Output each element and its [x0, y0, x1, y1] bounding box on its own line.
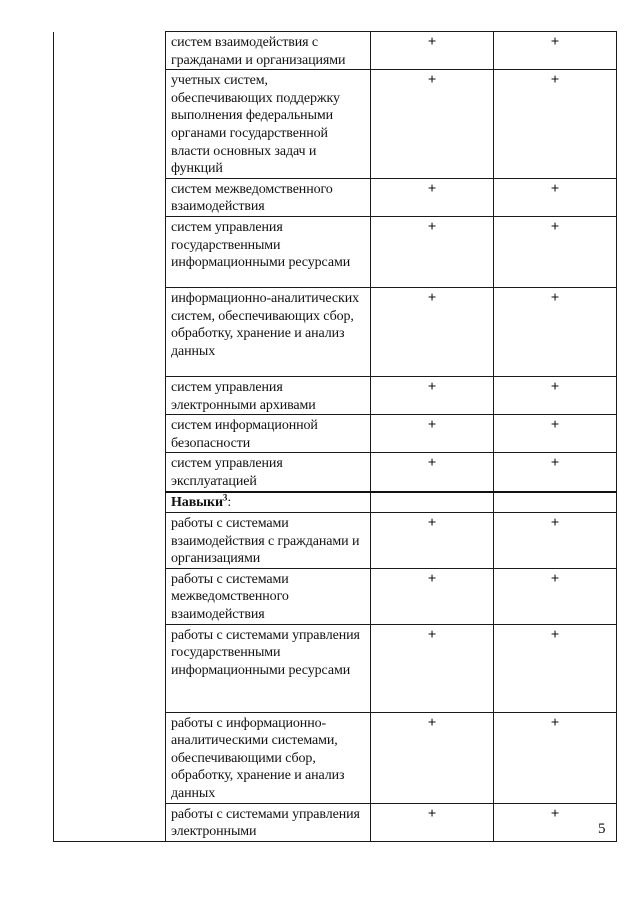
row-description: систем информационной безопасности: [166, 415, 371, 453]
plus-mark: +: [494, 568, 617, 624]
plus-mark: +: [371, 178, 494, 216]
plus-mark: +: [494, 287, 617, 376]
plus-mark: +: [371, 624, 494, 712]
plus-mark: +: [494, 712, 617, 803]
row-description: работы с системами управления электронными: [166, 803, 371, 841]
plus-mark: +: [494, 216, 617, 287]
plus-mark: +: [371, 216, 494, 287]
row-description: систем взаимодействия с гражданами и организациями: [166, 32, 371, 70]
row-description: работы с системами межведомственного взаимодействия: [166, 568, 371, 624]
row-description: систем управления эксплуатацией: [166, 453, 371, 492]
requirements-table: [53, 31, 617, 842]
plus-mark: +: [494, 803, 617, 841]
row-description: систем управления электронными архивами: [166, 376, 371, 414]
plus-mark: +: [494, 624, 617, 712]
plus-mark: +: [371, 415, 494, 453]
plus-mark: +: [494, 453, 617, 492]
row-description: учетных систем, обеспечивающих поддержку выполнения федеральными органами государственной власти основных задач и функций: [166, 70, 371, 179]
plus-mark: +: [371, 32, 494, 70]
plus-mark: +: [371, 287, 494, 376]
plus-mark: +: [494, 70, 617, 179]
section-title: [171, 491, 228, 510]
row-description: информационно-аналитических систем, обеспечивающих сбор, обработку, хранение и анализ данных: [166, 287, 371, 376]
row-description: работы с информационно-аналитическими системами, обеспечивающими сбор, обработку, хранение и анализ данных: [166, 712, 371, 803]
plus-mark: +: [494, 376, 617, 414]
empty-cell: [494, 492, 617, 513]
plus-mark: +: [371, 568, 494, 624]
plus-mark: +: [371, 70, 494, 179]
row-description: систем управления государственными информационными ресурсами: [166, 216, 371, 287]
plus-mark: +: [371, 376, 494, 414]
empty-cell: [371, 492, 494, 513]
page-number: 5: [598, 821, 606, 837]
row-description: систем межведомственного взаимодействия: [166, 178, 371, 216]
table-row: [54, 32, 617, 70]
section-label: [166, 492, 371, 513]
section-title-suffix: :: [227, 494, 232, 510]
plus-mark: +: [371, 712, 494, 803]
plus-mark: +: [494, 513, 617, 569]
footnote-marker: 3: [222, 491, 228, 502]
section-title-text: Навыки: [171, 494, 223, 510]
plus-mark: +: [371, 513, 494, 569]
empty-first-column-cell: [54, 32, 166, 842]
plus-mark: +: [494, 178, 617, 216]
plus-mark: +: [494, 415, 617, 453]
plus-mark: +: [494, 32, 617, 70]
plus-mark: +: [371, 453, 494, 492]
row-description: работы с системами управления государственными информационными ресурсами: [166, 624, 371, 712]
row-description: работы с системами взаимодействия с гражданами и организациями: [166, 513, 371, 569]
plus-mark: +: [371, 803, 494, 841]
